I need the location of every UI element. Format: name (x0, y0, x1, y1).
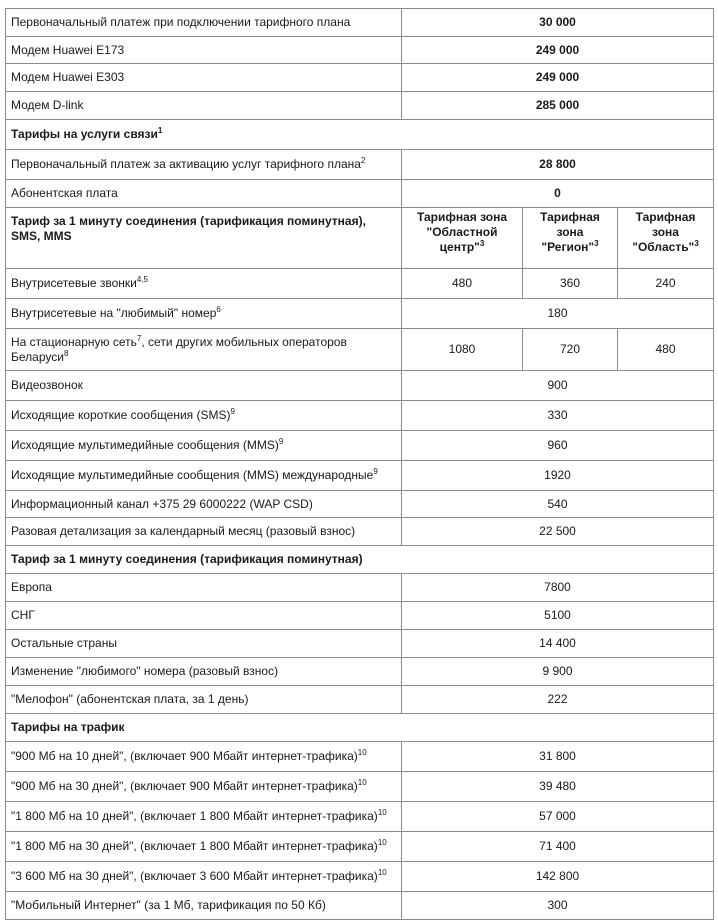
row-label-cell (6, 269, 402, 299)
section-heading: Тариф за 1 минуту соединения (тарификация поминутная) (6, 546, 714, 574)
footnote-mark: 6 (216, 305, 221, 314)
row-label: Внутрисетевые звонки (11, 276, 137, 290)
row-label-cell (6, 742, 402, 772)
row-value: 960 (402, 431, 714, 461)
row-label-cell (6, 802, 402, 832)
table-row (6, 9, 714, 37)
table-row (6, 64, 714, 92)
table-row (6, 630, 714, 658)
row-value: 900 (402, 371, 714, 401)
table-row (6, 602, 714, 630)
section-heading (6, 120, 714, 150)
table-row (6, 772, 714, 802)
row-value: 249 000 (402, 37, 714, 64)
row-value: 57 000 (402, 802, 714, 832)
row-value: 142 800 (402, 862, 714, 892)
table-row (6, 329, 714, 371)
footnote-mark: 10 (357, 748, 367, 757)
row-label-cell (6, 832, 402, 862)
row-value: 5100 (402, 602, 714, 630)
row-label: Абонентская плата (6, 180, 402, 208)
table-row (6, 574, 714, 602)
row-label: Внутрисетевые на "любимый" номер (11, 306, 217, 320)
table-row (6, 431, 714, 461)
row-value: 300 (402, 892, 714, 920)
table-row (6, 269, 714, 299)
tariff-table (5, 8, 714, 920)
row-label: Европа (6, 574, 402, 602)
table-row (6, 742, 714, 772)
row-label: "3 600 Мб на 30 дней", (включает 3 600 Мбайт интернет-трафика) (11, 869, 378, 883)
table-row (6, 832, 714, 862)
table-row (6, 299, 714, 329)
zone1-value: 1080 (402, 329, 523, 371)
zone-header-oblast (618, 208, 714, 269)
table-row (6, 92, 714, 120)
table-row (6, 862, 714, 892)
section-label: Тарифы на услуги связи (11, 127, 158, 141)
row-value: 71 400 (402, 832, 714, 862)
row-label: СНГ (6, 602, 402, 630)
row-value: 39 480 (402, 772, 714, 802)
zone-label: Тарифная зона "Регион" (540, 210, 600, 254)
table-row (6, 180, 714, 208)
footnote-mark: 9 (373, 467, 378, 476)
footnote-mark: 8 (63, 348, 69, 358)
row-label: Информационный канал +375 29 6000222 (WAP CSD) (6, 491, 402, 518)
zone-header-oblast-center (402, 208, 523, 269)
row-value: 222 (402, 686, 714, 714)
row-label-cell (6, 772, 402, 802)
row-label: "1 800 Мб на 30 дней", (включает 1 800 Мбайт интернет-трафика) (11, 839, 378, 853)
zone-header-region (523, 208, 618, 269)
table-row (6, 37, 714, 64)
section-header-row (6, 546, 714, 574)
footnote-mark: 10 (357, 778, 367, 787)
footnote-mark: 4,5 (136, 275, 148, 284)
row-value: 540 (402, 491, 714, 518)
footnote-mark: 3 (479, 239, 485, 248)
zone-header-row (6, 208, 714, 269)
table-row (6, 686, 714, 714)
row-label-cell (6, 401, 402, 431)
row-label: Модем D-link (6, 92, 402, 120)
zone-label: Тарифная зона "Область" (632, 210, 696, 254)
footnote-mark: 1 (157, 126, 163, 135)
row-label: , сети других мобильных операторов Беларуси (11, 334, 347, 364)
zone-header-label: Тариф за 1 минуту соединения (тарификация поминутная), SMS, MMS (6, 208, 402, 269)
zone-label: Тарифная зона "Областной центр" (416, 210, 508, 254)
row-value: 1920 (402, 461, 714, 491)
zone1-value: 480 (402, 269, 523, 299)
section-header-row (6, 714, 714, 742)
row-value: 9 900 (402, 658, 714, 686)
row-label: На стационарную сеть (11, 334, 137, 349)
zone2-value: 720 (523, 329, 618, 371)
footnote-mark: 3 (594, 239, 599, 248)
row-label: "1 800 Мб на 10 дней", (включает 1 800 Мбайт интернет-трафика) (11, 809, 378, 823)
table-row (6, 518, 714, 546)
row-value: 0 (402, 180, 714, 208)
zone2-value: 360 (523, 269, 618, 299)
table-row (6, 802, 714, 832)
row-value: 14 400 (402, 630, 714, 658)
row-label: "900 Мб на 30 дней", (включает 900 Мбайт интернет-трафика) (11, 779, 358, 793)
table-row (6, 371, 714, 401)
row-label: "Мобильный Интернет" (за 1 Мб, тарификация по 50 Кб) (6, 892, 402, 920)
row-label: Видеозвонок (6, 371, 402, 401)
row-value: 30 000 (402, 9, 714, 37)
table-row (6, 658, 714, 686)
footnote-mark: 7 (136, 333, 142, 343)
footnote-mark: 10 (377, 868, 387, 877)
row-value: 330 (402, 401, 714, 431)
zone3-value: 480 (618, 329, 714, 371)
row-label: Первоначальный платеж за активацию услуг тарифного плана (11, 157, 361, 171)
footnote-mark: 2 (360, 156, 366, 165)
table-row (6, 150, 714, 180)
footnote-mark: 9 (278, 437, 284, 446)
row-label-cell (6, 461, 402, 491)
row-label-cell (6, 862, 402, 892)
table-row (6, 461, 714, 491)
row-value: 7800 (402, 574, 714, 602)
row-label-cell (6, 299, 402, 329)
footnote-mark: 3 (694, 239, 699, 248)
row-label-cell (6, 150, 402, 180)
row-label: Остальные страны (6, 630, 402, 658)
row-label: Первоначальный платеж при подключении тарифного плана (6, 9, 402, 37)
row-label: Разовая детализация за календарный месяц (разовый взнос) (6, 518, 402, 546)
row-label: Исходящие мультимедийные сообщения (MMS) (11, 438, 279, 452)
row-label: Исходящие короткие сообщения (SMS) (11, 408, 231, 422)
row-value: 31 800 (402, 742, 714, 772)
footnote-mark: 9 (230, 407, 235, 416)
row-label-cell (6, 329, 402, 371)
footnote-mark: 10 (377, 838, 387, 847)
row-label: Модем Huawei E173 (6, 37, 402, 64)
section-heading: Тарифы на трафик (6, 714, 714, 742)
row-value: 249 000 (402, 64, 714, 92)
table-row (6, 491, 714, 518)
row-value: 180 (402, 299, 714, 329)
row-value: 285 000 (402, 92, 714, 120)
table-row (6, 892, 714, 920)
section-header-row (6, 120, 714, 150)
row-label: "Мелофон" (абонентская плата, за 1 день) (6, 686, 402, 714)
row-label-cell (6, 431, 402, 461)
row-label: "900 Мб на 10 дней", (включает 900 Мбайт интернет-трафика) (11, 749, 358, 763)
row-label: Исходящие мультимедийные сообщения (MMS) международные (11, 468, 374, 482)
row-label: Изменение "любимого" номера (разовый взнос) (6, 658, 402, 686)
row-value: 28 800 (402, 150, 714, 180)
row-value: 22 500 (402, 518, 714, 546)
table-row (6, 401, 714, 431)
footnote-mark: 10 (377, 808, 387, 817)
zone3-value: 240 (618, 269, 714, 299)
row-label: Модем Huawei E303 (6, 64, 402, 92)
